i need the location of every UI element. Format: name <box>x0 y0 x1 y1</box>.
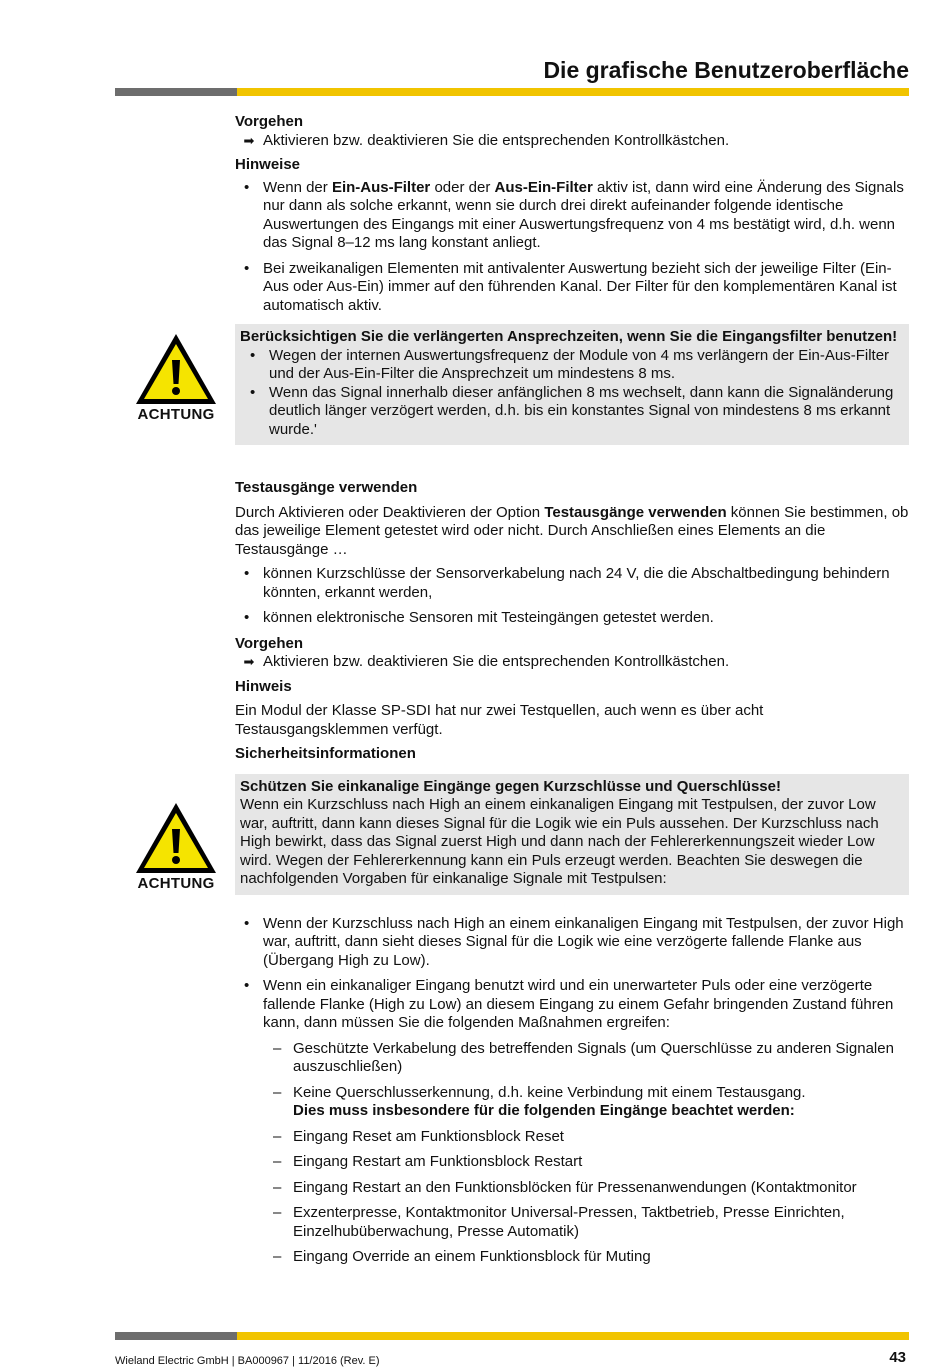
safety-heading: Sicherheitsinformationen <box>235 745 416 762</box>
list-item: • können Kurzschlüsse der Sensorverkabelung nach 24 V, die die Abschaltbedingung behindern könnten, erkannt werden, <box>235 565 909 602</box>
warning-triangle-icon <box>134 332 218 406</box>
page-number: 43 <box>889 1349 906 1366</box>
list-item: • Bei zweikanaligen Elementen mit antivalenter Auswertung bezieht sich der jeweilige Filter (Ein-Aus oder Aus-Ein) immer auf den führenden Kanal. Der Filter für den komplementären Kanal ist automatisch aktiv. <box>235 260 909 316</box>
arrow-right-icon: ➡ <box>243 132 255 148</box>
list-item: • Wenn das Signal innerhalb dieser anfänglichen 8 ms wechselt, dann kann die Signaländerung deutlich länger verzögert werden, d.h. bis ein konstantes Signal von mindestens 8 ms erkannt wurde.' <box>240 384 903 440</box>
list-item: – Eingang Restart am Funktionsblock Restart <box>235 1153 909 1172</box>
list-item: • Wegen der internen Auswertungsfrequenz der Module von 4 ms verlängern der Ein-Aus-Filter und der Aus-Ein-Filter die Ansprechzeit um mindestens 8 ms. <box>240 347 903 384</box>
paragraph: Ein Modul der Klasse SP-SDI hat nur zwei Testquellen, auch wenn es über acht Testausgangsklemmen verfügt. <box>235 702 764 738</box>
warning-box-2 <box>235 774 909 895</box>
section-heading-test-outputs: Testausgänge verwenden <box>235 479 418 496</box>
paragraph: Durch Aktivieren oder Deaktivieren der Option Testausgänge verwenden können Sie bestimmen, ob das jeweilige Element getestet wird oder nicht. Durch Anschließen eines Elements an die Testausgänge … <box>235 503 909 558</box>
list-item: • Wenn der Ein-Aus-Filter oder der Aus-Ein-Filter aktiv ist, dann wird eine Änderung des Signals nur dann als solche erkannt, wenn sie durch drei direkt aufeinander folgende identische Auswertungen des Eingangs mit einer Auswertungsfrequenz von 4 ms bestätigt wird, d.h. wenn das Signal 8–12 ms lang konstant anliegt. <box>235 179 909 253</box>
procedure-heading: Vorgehen <box>235 113 304 130</box>
warning-title: Schützen Sie einkanalige Eingänge gegen Kurzschlüsse und Querschlüsse! <box>240 777 781 795</box>
warning-icon-block-1 <box>133 332 219 425</box>
warning-text: Wenn ein Kurzschluss nach High an einem einkanaligen Eingang mit Testpulsen, der zuvor Low war, auftritt, dann kann dieses Signal für die Logik wie ein Puls aussehen. Der Kurzschluss nach High bewirkt, dass das Signal zuerst High und dann nach der Fehlererkennungszeit wieder Low wird. Wegen der Fehlererkennung kann ein Puls erzeugt werden. Beachten Sie deswegen die nachfolgenden Vorgaben für einkanalige Signale mit Testpulsen: <box>240 796 879 887</box>
warning-label: ACHTUNG <box>137 406 215 423</box>
list-item: – Geschützte Verkabelung des betreffenden Signals (um Querschlüsse zu anderen Signalen auszuschließen) <box>235 1040 909 1077</box>
warning-list <box>240 347 903 440</box>
warning-title: Berücksichtigen Sie die verlängerten Ansprechzeiten, wenn Sie die Eingangsfilter benutzen! <box>240 328 898 345</box>
list-item: – Exzenterpresse, Kontaktmonitor Universal-Pressen, Taktbetrieb, Presse Einrichten, Einzelhubüberwachung, Presse Automatik) <box>235 1204 909 1241</box>
warning-triangle-icon <box>134 801 218 875</box>
note-heading: Hinweis <box>235 677 292 695</box>
list-item: – Eingang Override an einem Funktionsblock für Muting <box>235 1248 909 1267</box>
procedure-heading: Vorgehen <box>235 634 304 652</box>
notes-heading: Hinweise <box>235 156 301 173</box>
notes-list <box>235 179 909 316</box>
list-item: • können elektronische Sensoren mit Testeingängen getestet werden. <box>235 609 909 628</box>
list-item: • Wenn ein einkanaliger Eingang benutzt wird und ein unerwarteter Puls oder eine verzögerte fallende Flanke (High zu Low) an diesem Eingang zu einem Gefahr bringenden Zustand führen kann, dann müssen Sie die folgenden Maßnahmen ergreifen: <box>235 977 909 1033</box>
footer-rule <box>115 1332 909 1340</box>
procedure-step: ➡ Aktivieren bzw. deaktivieren Sie die entsprechenden Kontrollkästchen. <box>235 132 909 151</box>
bullet-list <box>235 915 909 1033</box>
list-item: • Wenn der Kurzschluss nach High an einem einkanaligen Eingang mit Testpulsen, der zuvor High war, auftritt, dann sieht dieses Signal für die Logik wie eine verzögerte fallende Flanke aus (Übergang High zu Low). <box>235 915 909 971</box>
warning-icon-block-2 <box>133 801 219 894</box>
list-item: – Eingang Restart an den Funktionsblöcken für Pressenanwendungen (Kontaktmonitor <box>235 1179 909 1198</box>
warning-box-1 <box>235 324 909 445</box>
footer-text: Wieland Electric GmbH | BA000967 | 11/2016 (Rev. E) <box>115 1355 380 1367</box>
arrow-right-icon: ➡ <box>243 654 255 669</box>
warning-label: ACHTUNG <box>137 875 215 892</box>
bullet-list <box>235 565 909 628</box>
dash-list <box>235 1040 909 1267</box>
main-content <box>235 113 909 1274</box>
page-title: Die grafische Benutzeroberfläche <box>543 57 909 83</box>
list-item: – Eingang Reset am Funktionsblock Reset <box>235 1128 909 1147</box>
procedure-step: ➡ Aktivieren bzw. deaktivieren Sie die entsprechenden Kontrollkästchen. <box>235 653 909 672</box>
header-rule <box>115 88 909 96</box>
list-item: – Keine Querschlusserkennung, d.h. keine Verbindung mit einem Testausgang. Dies muss insbesondere für die folgenden Eingänge beachtet werden: <box>235 1084 909 1121</box>
